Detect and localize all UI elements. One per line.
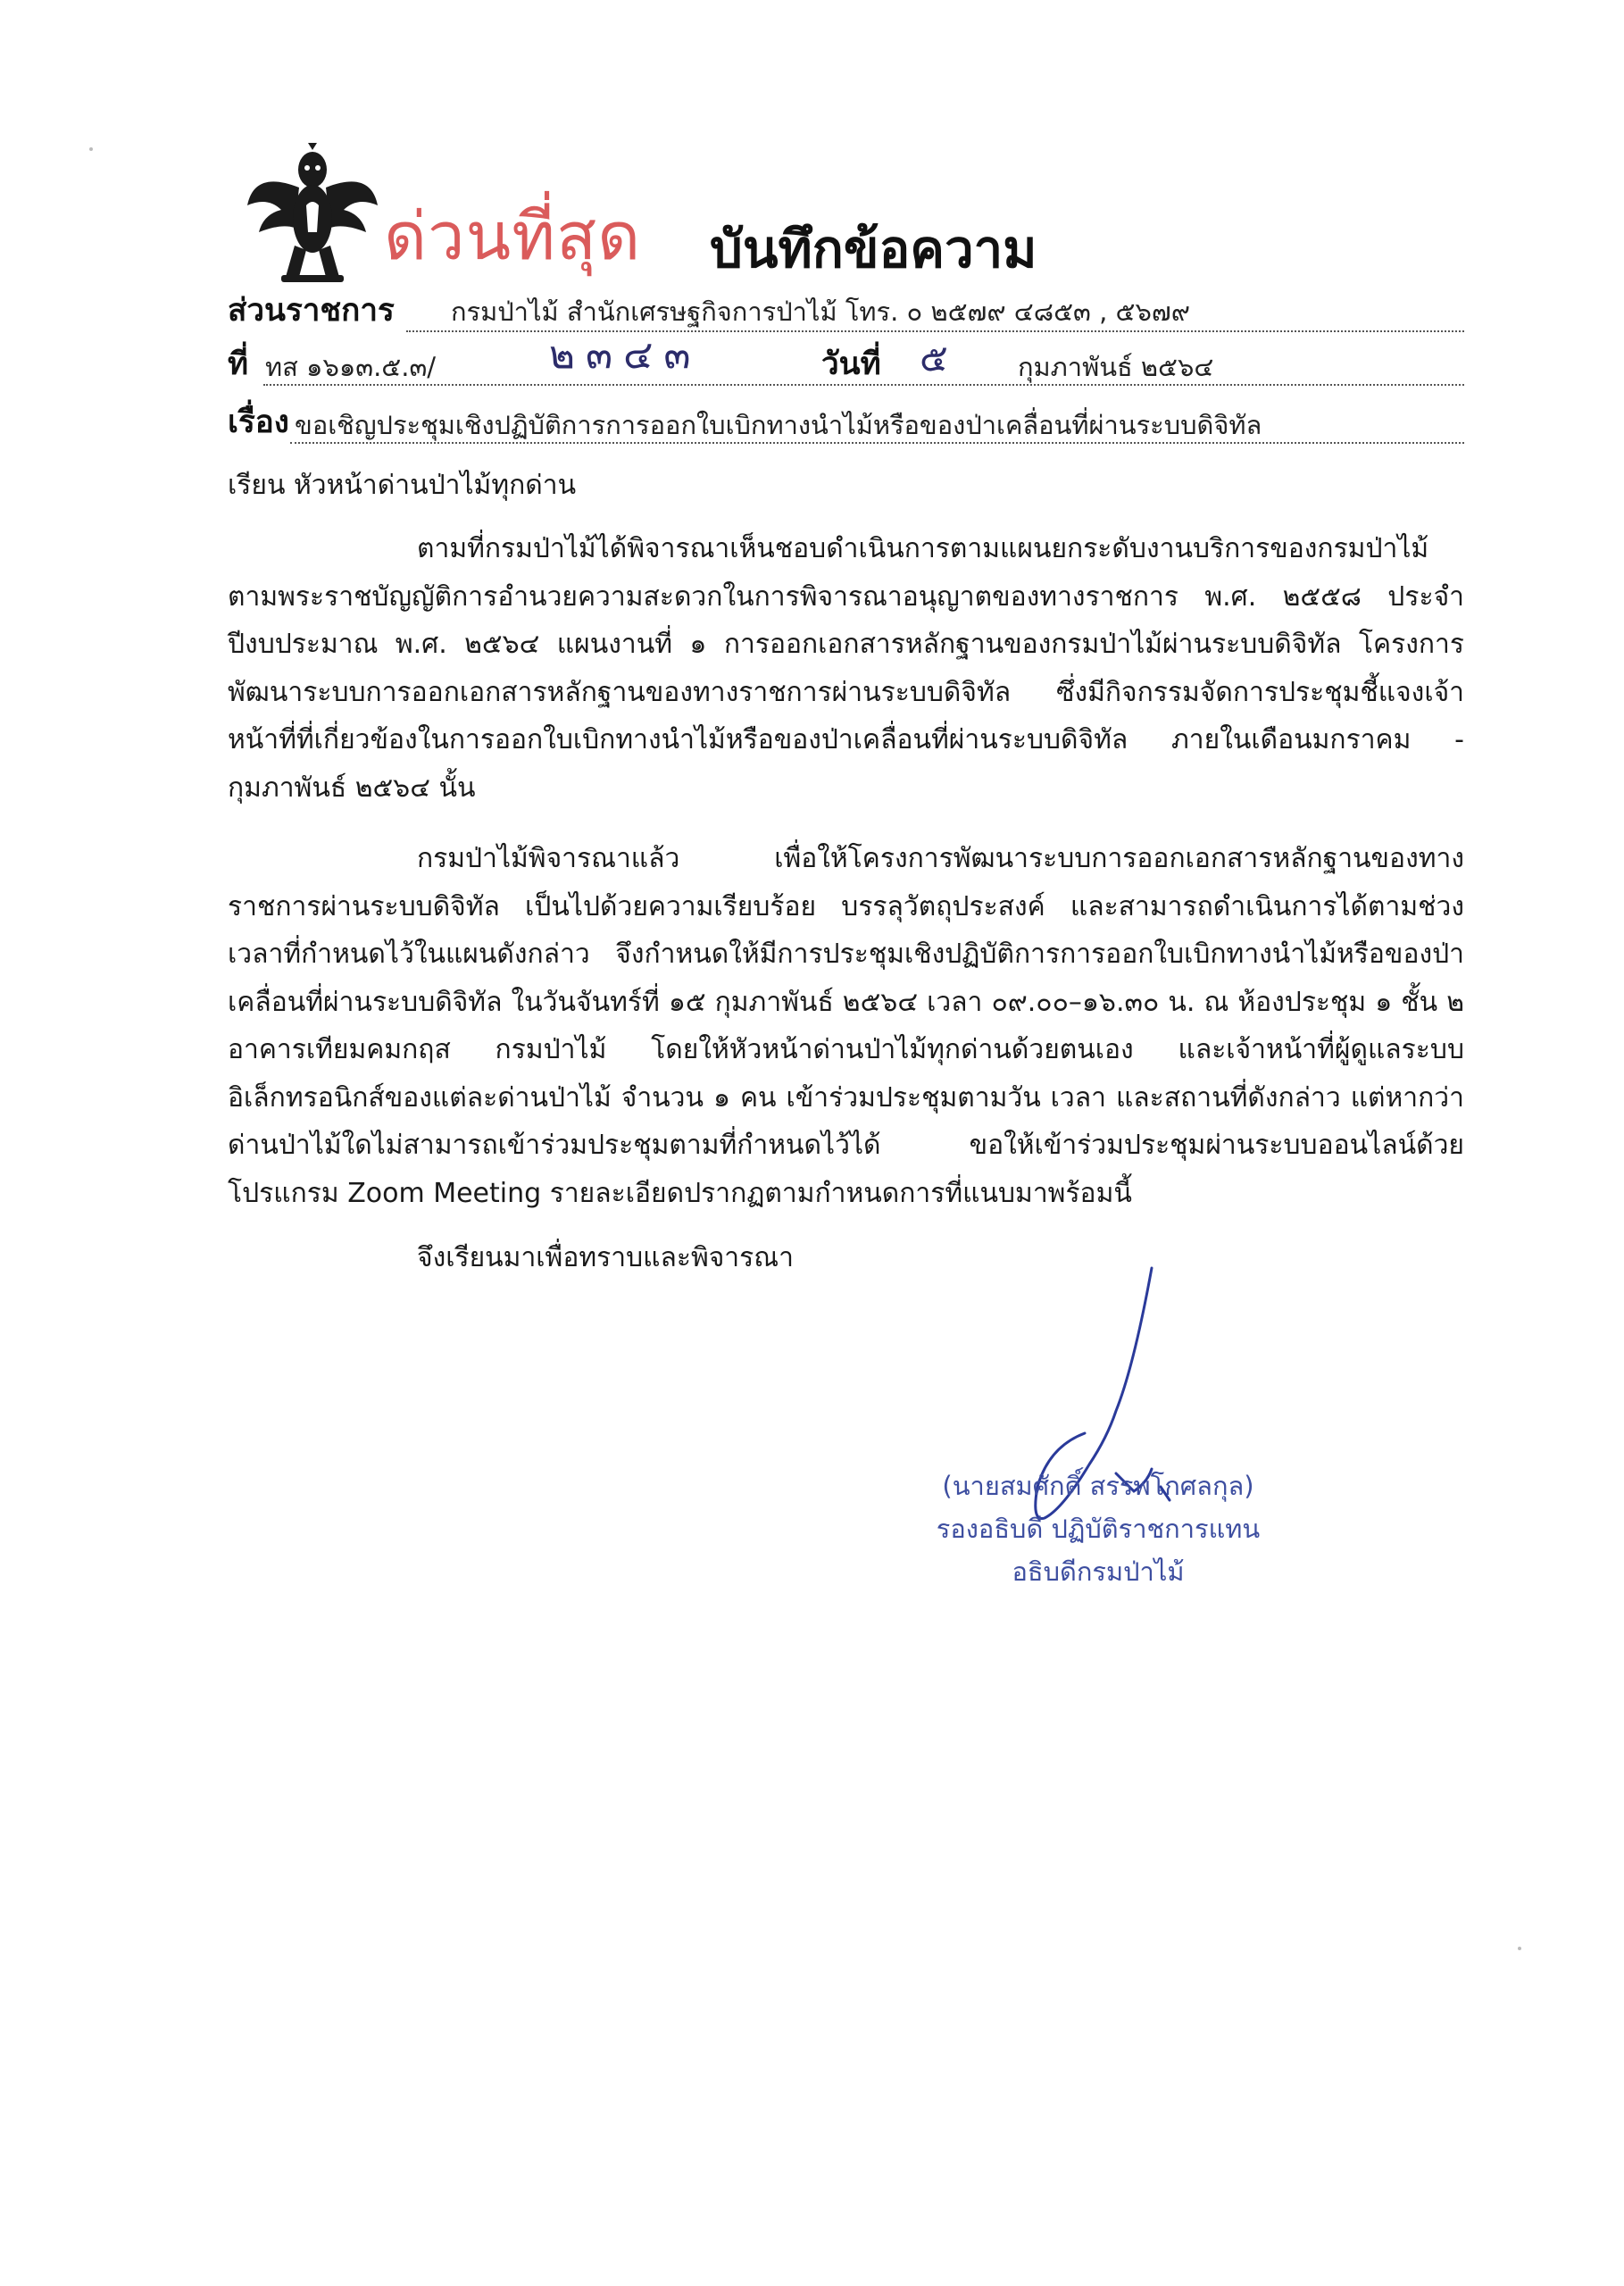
paragraph-invitation: กรมป่าไม้พิจารณาแล้ว เพื่อให้โครงการพัฒนาระบบการออกเอกสารหลักฐานของทางราชการผ่านระบบดิจิทัล เป็นไปด้วยความเรียบร้อย บรรลุวัตถุประสงค์ และสามารถดำเนินการได้ตามช่วงเวลาที่กำหนดไว้ในแผนดังกล่าว จึงกำหนดให้มีการประชุมเชิงปฏิบัติการการออกใบเบิกทางนำไม้หรือของป่าเคลื่อนที่ผ่านระบบดิจิทัล ในวันจันทร์ที่ ๑๕ กุมภาพันธ์ ๒๕๖๔ เวลา ๐๙.๐๐–๑๖.๓๐ น. ณ ห้องประชุม ๑ ชั้น ๒ อาคารเทียมคมกฤส กรมป่าไม้ โดยให้หัวหน้าด่านป่าไม้ทุกด่านด้วยตนเอง และเจ้าหน้าที่ผู้ดูแลระบบอิเล็กทรอนิกส์ของแต่ละด่านป่าไม้ จำนวน ๑ คน เข้าร่วมประชุมตามวัน เวลา และสถานที่ดังกล่าว แต่หากว่าด่านป่าไม้ใดไม่สามารถเข้าร่วมประชุมตามที่กำหนดไว้ได้ ขอให้เข้าร่วมประชุมผ่านระบบออนไลน์ด้วยโปรแกรม Zoom Meeting รายละเอียดปรากฏตามกำหนดการที่แนบมาพร้อมนี้: [228, 843, 1465, 1209]
signatory-office: อธิบดีกรมป่าไม้: [1012, 1556, 1185, 1587]
signature-block: [902, 1464, 1295, 1593]
subject-value: ขอเชิญประชุมเชิงปฏิบัติการการออกใบเบิกทางนำไม้หรือของป่าเคลื่อนที่ผ่านระบบดิจิทัล: [295, 410, 1262, 440]
date-month-year: กุมภาพันธ์ ๒๕๖๔: [1018, 352, 1214, 382]
agency-row: [228, 286, 1464, 332]
signatory-name: (นายสมศักดิ์ สรรพโกศลกุล): [942, 1471, 1254, 1501]
agency-label: ส่วนราชการ: [228, 293, 395, 329]
paragraph-background: ตามที่กรมป่าไม้ได้พิจารณาเห็นชอบดำเนินการตามแผนยกระดับงานบริการของกรมป่าไม้ตามพระราชบัญญัติการอำนวยความสะดวกในการพิจารณาอนุญาตของทางราชการ พ.ศ. ๒๕๕๘ ประจำปีงบประมาณ พ.ศ. ๒๕๖๔ แผนงานที่ ๑ การออกเอกสารหลักฐานของกรมป่าไม้ผ่านระบบดิจิทัล โครงการพัฒนาระบบการออกเอกสารหลักฐานของทางราชการผ่านระบบดิจิทัล ซึ่งมีกิจกรรมจัดการประชุมชี้แจงเจ้าหน้าที่ที่เกี่ยวข้องในการออกใบเบิกทางนำไม้หรือของป่าเคลื่อนที่ผ่านระบบดิจิทัล ภายในเดือนมกราคม - กุมภาพันธ์ ๒๕๖๔ นั้น: [228, 533, 1464, 804]
scan-speck: [1518, 1947, 1521, 1950]
handwritten-date-day: ๕: [920, 336, 948, 380]
memo-title: บันทึกข้อความ: [710, 219, 1037, 279]
signatory-position: รองอธิบดี ปฏิบัติราชการแทน: [936, 1514, 1261, 1544]
reference-label: ที่: [228, 346, 249, 382]
closing-line: จึงเรียนมาเพื่อทราบและพิจารณา: [417, 1242, 794, 1273]
date-label: วันที่: [821, 346, 881, 382]
salutation: เรียน หัวหน้าด่านป่าไม้ทุกด่าน: [228, 470, 577, 501]
reference-dotted-line: [263, 384, 1464, 386]
subject-dotted-line: [290, 442, 1464, 444]
urgent-stamp: ด่วนที่สุด: [384, 198, 642, 275]
agency-value: กรมป่าไม้ สำนักเศรษฐกิจการป่าไม้ โทร. ๐ ๒๕๗๙ ๔๘๕๓ , ๕๖๗๙: [451, 296, 1190, 327]
subject-row: [228, 397, 1464, 444]
handwritten-reference-number: ๒๓๔๓: [549, 332, 702, 378]
subject-label: เรื่อง: [228, 405, 289, 440]
reference-value: ทส ๑๖๑๓.๕.๓/: [265, 352, 437, 382]
scan-speck: [89, 147, 93, 151]
garuda-emblem-icon: [246, 143, 379, 286]
reference-row: [228, 332, 1464, 386]
